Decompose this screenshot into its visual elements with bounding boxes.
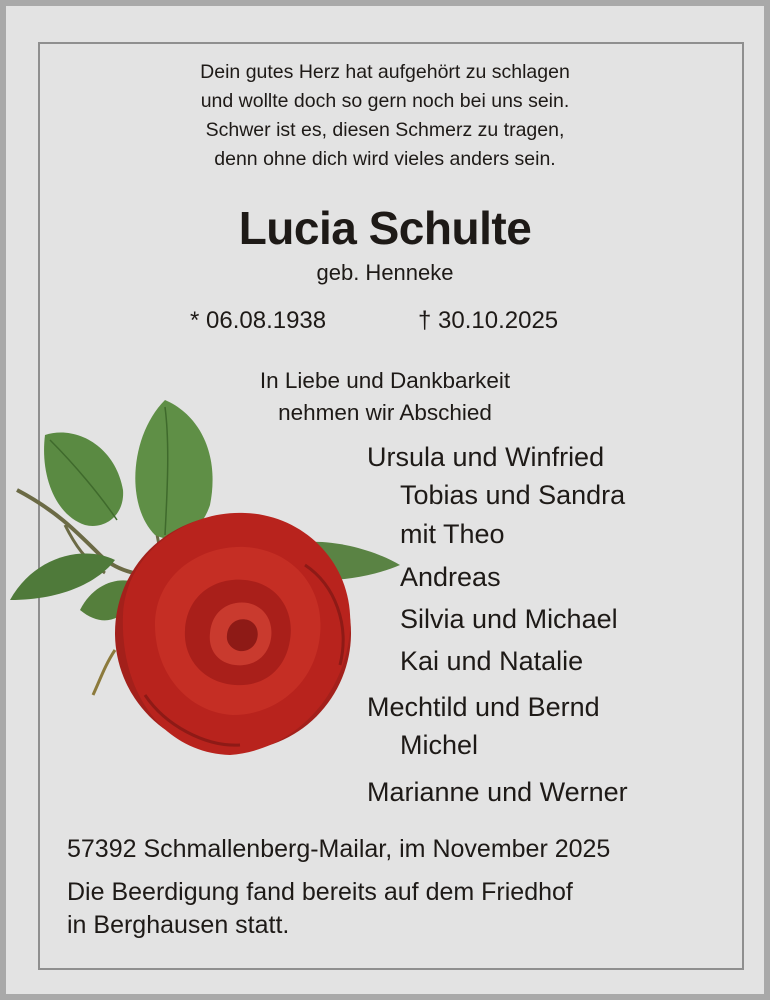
farewell-line: In Liebe und Dankbarkeit [259, 368, 511, 393]
death-date: † 30.10.2025 [418, 307, 559, 334]
birth-date: * 06.08.1938 [190, 307, 327, 334]
mourner-name: Michel [400, 730, 479, 760]
mourner-name: Silvia und Michael [400, 604, 618, 634]
notice-line: in Berghausen statt. [67, 911, 290, 939]
mourner-name: Andreas [400, 562, 501, 592]
funeral-notice [67, 876, 573, 942]
poem-line: und wollte doch so gern noch bei uns sein. [200, 90, 570, 112]
mourner-name: Marianne und Werner [367, 777, 628, 807]
mourner-name: Tobias und Sandra [400, 480, 626, 510]
birth-name: geb. Henneke [316, 260, 454, 285]
memorial-poem [0, 58, 770, 174]
rose-illustration [5, 395, 405, 765]
farewell-line: nehmen wir Abschied [278, 400, 492, 425]
mourner-name: Ursula und Winfried [367, 442, 605, 472]
poem-line: denn ohne dich wird vieles anders sein. [214, 148, 556, 170]
poem-line: Dein gutes Herz hat aufgehört zu schlagen [200, 61, 570, 83]
mourner-name: Kai und Natalie [400, 646, 584, 676]
mourner-name: Mechtild und Bernd [367, 692, 600, 722]
notice-line: Die Beerdigung fand bereits auf dem Friedhof [67, 878, 573, 906]
poem-line: Schwer ist es, diesen Schmerz zu tragen, [205, 119, 565, 141]
deceased-name: Lucia Schulte [238, 202, 532, 254]
mourner-name: mit Theo [400, 519, 505, 549]
place-and-date: 57392 Schmallenberg-Mailar, im November 2025 [67, 835, 611, 863]
